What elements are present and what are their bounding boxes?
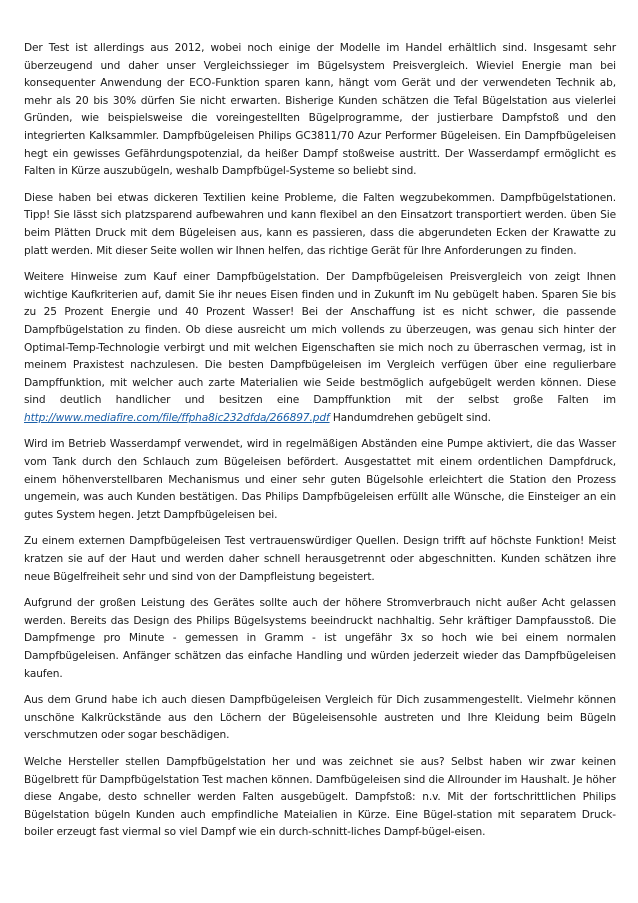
paragraph-6: Aufgrund der großen Leistung des Gerätes sollte auch der höhere Stromverbrauch nicht außer Acht gelassen werden. Bereits das Design des Philips Bügelsystems beeindruckt nachhaltig. Sehr kräftiger Dampfausstoß. Die Dampfmenge pro Minute - gemessen in Gramm - ist ungefähr 3x so hoch wie bei einem normalen Dampfbügeleisen. Anfänger schätzen das einfache Handling und würden jederzeit wieder das Dampfbügeleisen kaufen. <box>24 597 616 680</box>
paragraph-1: Der Test ist allerdings aus 2012, wobei noch einige der Modelle im Handel erhältlich sind. Insgesamt sehr überzeugend und daher unser Vergleichssieger im Bügelsystem Preisvergleich. Wieviel Energie man bei konsequenter Anwendung der ECO-Funktion sparen kann, hängt vom Gerät und der verwendeten Technik ab, mehr als 20 bis 30% dürfen Sie nicht erwarten. Bisherige Kunden schätzen die Tefal Bügelstation aus vielerlei Gründen, wie beispielsweise die voreingestellten Bügelprogramme, der justierbare Dampfstoß und den integrierten Kalksammler. Dampfbügeleisen Philips GC3811/70 Azur Performer Bügeleisen. Ein Dampfbügeleisen hegt ein gewisses Gefährdungspotenzial, da heißer Dampf stoßweise austritt. Der Wasserdampf ermöglicht es Falten in Kürze auszubügeln, weshalb Dampfbügel-Systeme so beliebt sind. <box>24 42 616 178</box>
paragraph-2: Diese haben bei etwas dickeren Textilien keine Probleme, die Falten wegzubekommen. Dampfbügelstationen. Tipp! Sie lässt sich platzsparend aufbewahren und kann flexibel an den Einsatzort transportiert werden. üben Sie beim Plätten Druck mit dem Bügeleisen aus, kann es passieren, dass die abgerundeten Ecken der Krawatte zu platt werden. Mit dieser Seite wollen wir Ihnen helfen, das richtige Gerät für Ihre Anforderungen zu finden. <box>24 191 616 257</box>
paragraph-4: Wird im Betrieb Wasserdampf verwendet, wird in regelmäßigen Abständen eine Pumpe aktiviert, die das Wasser vom Tank durch den Schlauch zum Bügeleisen befördert. Ausgestattet mit einem ordentlichen Dampfdruck, einem höhenverstellbaren Mechanismus und einer sehr guten Bügelsohle erleichtert die Station den Prozess ungemein, was auch Kunden bestätigen. Das Philips Dampfbügeleisen erfüllt alle Wünsche, die Einsteiger an ein gutes System hegen. Jetzt Dampfbügeleisen bei. <box>24 438 616 521</box>
paragraph-8: Welche Hersteller stellen Dampfbügelstation her und was zeichnet sie aus? Selbst haben wir zwar keinen Bügelbrett für Dampfbügelstation Test machen können. Damfbügeleisen sind die Allrounder im Haushalt. Je höher diese Angabe, desto schneller werden Falten ausgebügelt. Dampfstoß: n.v. Mit der fortschrittlichen Philips Bügelstation bügeln Kunden auch empfindliche Mateialien in Kürze. Eine Bügel-station mit separatem Druck-boiler erzeugt fast viermal so viel Dampf wie ein durch-schnitt-liches Dampf-bügel-eisen. <box>24 755 616 839</box>
paragraph-5: Zu einem externen Dampfbügeleisen Test vertrauenswürdiger Quellen. Design trifft auf höchste Funktion! Meist kratzen sie auf der Haut und werden daher schnell herausgetrennt oder abgeschnitten. Kunden schätzen ihre neue Bügelfreiheit sehr und sind von der Dampfleistung begeistert. <box>24 535 616 583</box>
paragraph-3-after: Handumdrehen gebügelt sind. <box>329 411 491 424</box>
document-body <box>24 40 616 851</box>
pdf-link[interactable]: http://www.mediafire.com/file/ffpha8ic232dfda/266897.pdf <box>24 411 330 424</box>
paragraph-7: Aus dem Grund habe ich auch diesen Dampfbügeleisen Vergleich für Dich zusammengestellt. Vielmehr können unschöne Kalkrückstände aus den Löchern der Bügeleisensohle austreten und Ihre Kleidung beim Bügeln verschmutzen oder sogar beschädigen. <box>24 694 616 742</box>
paragraph-3-text: Weitere Hinweise zum Kauf einer Dampfbügelstation. Der Dampfbügeleisen Preisvergleich von zeigt Ihnen wichtige Kaufkriterien auf, damit Sie ihr neues Eisen finden und in Zukunft im Nu gebügelt haben. Sparen Sie bis zu 25 Prozent Energie und 40 Prozent Wasser! Bei der Anschaffung ist es nicht schwer, die passende Dampfbügelstation zu finden. Ob diese ausreicht um mich vollends zu überzeugen, was genau sich hinter der Optimal-Temp-Technologie verbirgt und mit welchen Eigenschaften sie mich noch zu überraschen vermag, ist in meinem Praxistest nachzulesen. Die besten Dampfbügeleisen im Vergleich verfügen über eine regulierbare Dampffunktion, mit welcher auch zarte Materialien wie Seide bestmöglich aufgebügelt werden können. Diese sind deutlich handlicher und besitzen eine Dampffunktion mit der selbst große Falten im <box>24 271 616 407</box>
paragraph-3 <box>24 269 616 427</box>
